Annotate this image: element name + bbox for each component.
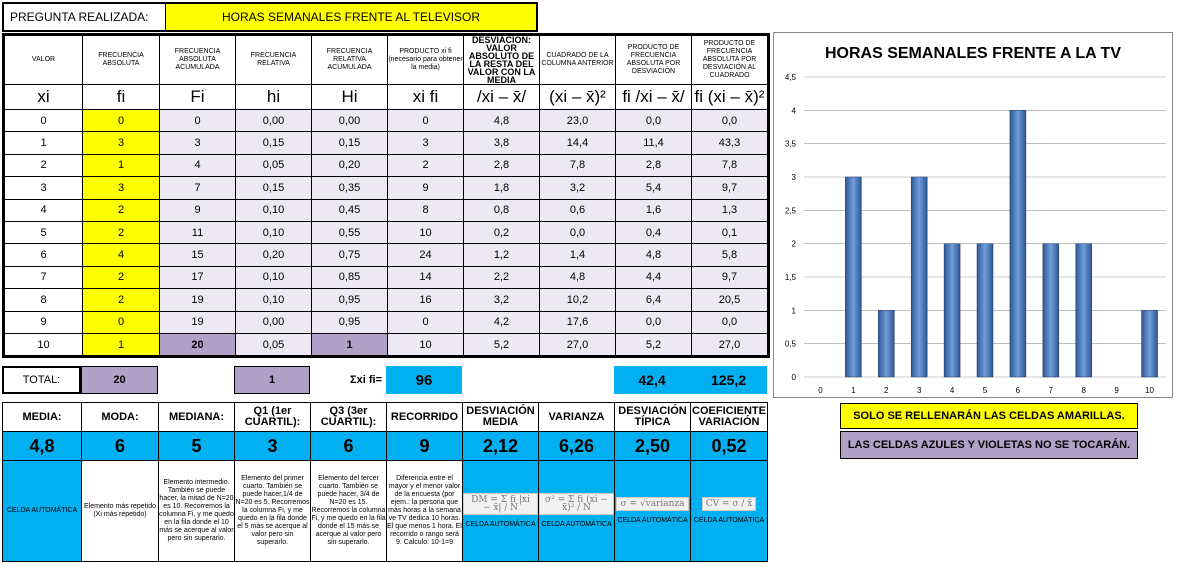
table-cell: 0,10 [236, 289, 312, 311]
desc-text: Elemento del tercer cuarto. También se puede hacer, 3/4 de N=20 es 15. Recorremos la columna Fi, y me quedo en la fila donde el 15 más se acerque al valor pero sin superarlo. [311, 475, 386, 546]
symbol-cell: fi [83, 85, 160, 110]
table-cell: 4,8 [616, 244, 692, 266]
stat-description [159, 461, 235, 562]
bar [944, 244, 960, 377]
stat-description [235, 461, 311, 562]
stat-header: DESVIACIÓN TÍPICA [615, 403, 691, 432]
stat-value: 3 [235, 432, 311, 461]
fi-input-cell[interactable]: 1 [83, 154, 160, 176]
symbol-cell: (xi – x̄)² [540, 85, 616, 110]
header-cell: PRODUCTO DE FRECUENCIA ABSOLUTA POR DESVIACIÓN AL CUADRADO [692, 35, 769, 85]
table-cell: 19 [160, 311, 236, 333]
total-dev: 42,4 [614, 366, 690, 394]
stat-description [82, 461, 159, 562]
table-cell: 0 [388, 110, 464, 132]
symbol-cell: fi (xi – x̄)² [692, 85, 769, 110]
total-hi: 1 [234, 366, 310, 394]
table-cell: 5,8 [692, 244, 769, 266]
x-tick-label: 4 [949, 386, 955, 395]
stat-header: VARIANZA [539, 403, 615, 432]
table-cell: 43,3 [692, 132, 769, 154]
total-label: TOTAL: [2, 366, 81, 394]
table-cell: 0,45 [312, 199, 388, 221]
table-cell: 3,8 [464, 132, 540, 154]
symbol-cell: Fi [160, 85, 236, 110]
table-cell: 9,7 [692, 177, 769, 199]
chart-svg [774, 33, 1172, 397]
header-cell: CUADRADO DE LA COLUMNA ANTERIOR [540, 35, 616, 85]
stat-header: COEFICIENTE VARIACIÓN [691, 403, 768, 432]
table-cell: 0,35 [312, 177, 388, 199]
table-cell: 4,8 [464, 110, 540, 132]
y-tick-label: 3 [791, 173, 796, 182]
x-tick-label: 2 [884, 386, 889, 395]
table-cell: 0,10 [236, 221, 312, 243]
total-dev2: 125,2 [690, 366, 767, 394]
header-cell: VALOR [4, 35, 83, 85]
statistics-table [2, 402, 768, 562]
table-cell: 3 [4, 177, 83, 199]
desc-text: CELDA AUTOMÁTICA [541, 521, 612, 528]
question-value[interactable]: HORAS SEMANALES FRENTE AL TELEVISOR [166, 4, 536, 30]
table-cell: 0,10 [236, 266, 312, 288]
table-cell: 15 [160, 244, 236, 266]
stat-value: 9 [387, 432, 463, 461]
table-cell: 1,2 [464, 244, 540, 266]
stat-description [3, 461, 82, 562]
table-cell: 7 [4, 266, 83, 288]
table-cell: 2 [388, 154, 464, 176]
table-cell: 5,2 [464, 333, 540, 356]
fi-input-cell[interactable]: 1 [83, 333, 160, 356]
question-bar [2, 2, 538, 32]
desc-text: CELDA AUTOMÁTICA [693, 517, 765, 524]
formula-image: σ = √varianza [616, 497, 688, 511]
table-cell: 14,4 [540, 132, 616, 154]
table-cell: 0,0 [540, 221, 616, 243]
bar [911, 177, 927, 377]
table-cell: 20 [160, 333, 236, 356]
table-cell: 0,0 [616, 311, 692, 333]
bar [878, 310, 894, 377]
header-cell: PRODUCTO xi fi (necesario para obtener la media) [388, 35, 464, 85]
table-cell: 10 [4, 333, 83, 356]
table-row [4, 177, 769, 199]
desc-text: Elemento más repetido (Xi más repetido) [84, 503, 156, 518]
table-cell: 0,1 [692, 221, 769, 243]
table-cell: 0,15 [236, 177, 312, 199]
header-cell: FRECUENCIA RELATIVA ACUMULADA [312, 35, 388, 85]
symbol-cell: xi [4, 85, 83, 110]
table-cell: 10 [388, 221, 464, 243]
y-tick-label: 4 [791, 106, 796, 116]
bar [1142, 310, 1158, 377]
table-cell: 3,2 [464, 289, 540, 311]
fi-input-cell[interactable]: 2 [83, 221, 160, 243]
x-tick-label: 10 [1145, 386, 1154, 395]
x-tick-label: 5 [982, 386, 988, 395]
desc-text: CELDA AUTOMÁTICA [6, 507, 78, 514]
stat-value: 6,26 [539, 432, 615, 461]
table-cell: 20,5 [692, 289, 769, 311]
table-cell: 6 [4, 244, 83, 266]
table-cell: 0,85 [312, 266, 388, 288]
stat-value: 2,50 [615, 432, 691, 461]
table-row [4, 132, 769, 154]
y-tick-label: 0,5 [784, 339, 796, 349]
fi-input-cell[interactable]: 0 [83, 311, 160, 333]
stat-description [691, 461, 768, 562]
stat-description [387, 461, 463, 562]
bar-chart [773, 32, 1173, 398]
table-cell: 14 [388, 266, 464, 288]
stat-description [539, 461, 615, 562]
table-cell: 0,95 [312, 311, 388, 333]
table-cell: 2,8 [616, 154, 692, 176]
chart-title: HORAS SEMANALES FRENTE A LA TV [824, 45, 1121, 62]
stat-value: 0,52 [691, 432, 768, 461]
fi-input-cell[interactable]: 2 [83, 266, 160, 288]
y-tick-label: 1 [791, 306, 796, 316]
table-cell: 9 [388, 177, 464, 199]
table-cell: 0,95 [312, 289, 388, 311]
totals-row [2, 366, 767, 394]
desc-text: Diferencia entre el mayor y el menor valor de la encuesta (por ejem.: la persona que más horas a la semana ve TV dedica 10 horas. El que menos 1 hora. El recorrido o rango será 9. Calculo: 10-1=9 [387, 475, 462, 546]
table-cell: 8 [388, 199, 464, 221]
table-row [4, 199, 769, 221]
table-cell: 0,10 [236, 199, 312, 221]
table-cell: 0 [160, 110, 236, 132]
formula-image: σ² = Σ fi (xi − x̄)² / N [539, 493, 614, 515]
table-row [4, 333, 769, 356]
table-cell: 0,15 [312, 132, 388, 154]
table-cell: 1,4 [540, 244, 616, 266]
stat-value: 5 [159, 432, 235, 461]
table-cell: 0,00 [312, 110, 388, 132]
table-row [4, 289, 769, 311]
table-cell: 9 [4, 311, 83, 333]
table-row [4, 244, 769, 266]
table-cell: 6,4 [616, 289, 692, 311]
question-label: PREGUNTA REALIZADA: [4, 4, 166, 30]
stats-value-row [3, 432, 768, 461]
fi-input-cell[interactable]: 0 [83, 110, 160, 132]
symbol-cell: Hi [312, 85, 388, 110]
table-cell: 2 [4, 154, 83, 176]
note-violet: LAS CELDAS AZULES Y VIOLETAS NO SE TOCARÁN. [840, 431, 1138, 459]
table-cell: 0,00 [236, 311, 312, 333]
stat-value: 6 [311, 432, 387, 461]
table-cell: 23,0 [540, 110, 616, 132]
table-row [4, 154, 769, 176]
table-cell: 1 [4, 132, 83, 154]
table-cell: 0 [388, 311, 464, 333]
table-cell: 24 [388, 244, 464, 266]
symbol-cell: fi /xi – x̄/ [616, 85, 692, 110]
x-tick-label: 8 [1081, 386, 1086, 395]
table-cell: 17,6 [540, 311, 616, 333]
stat-header: DESVIACIÓN MEDIA [463, 403, 539, 432]
frequency-table [2, 33, 770, 358]
stat-value: 6 [82, 432, 159, 461]
stat-description [615, 461, 691, 562]
x-tick-label: 1 [851, 386, 856, 395]
y-tick-label: 0 [791, 373, 796, 382]
table-cell: 3 [388, 132, 464, 154]
stat-header: MEDIA: [3, 403, 82, 432]
stats-header-row [3, 403, 768, 432]
stat-description [311, 461, 387, 562]
y-tick-label: 4,5 [784, 73, 796, 82]
bar [845, 177, 861, 377]
table-row [4, 110, 769, 132]
table-cell: 4,8 [540, 266, 616, 288]
table-cell: 5,2 [616, 333, 692, 356]
desc-text: Elemento intermedio. También se puede hacer, la mitad de N=20 es 10. Recorremos la columna Fi, y me quedo en la fila donde el 10 más se acerque al valor pero sin superarlo. [159, 479, 234, 542]
x-tick-label: 7 [1048, 386, 1054, 395]
table-cell: 7,8 [540, 154, 616, 176]
table-cell: 0,05 [236, 154, 312, 176]
x-tick-label: 6 [1015, 386, 1021, 395]
stat-value: 4,8 [3, 432, 82, 461]
table-cell: 10 [388, 333, 464, 356]
fi-input-cell[interactable]: 3 [83, 132, 160, 154]
y-tick-label: 2 [791, 239, 796, 249]
x-tick-label: 9 [1114, 386, 1119, 395]
fi-input-cell[interactable]: 2 [83, 199, 160, 221]
y-tick-label: 2,5 [784, 206, 796, 216]
table-cell: 0,20 [312, 154, 388, 176]
header-cell: FRECUENCIA ABSOLUTA [83, 35, 160, 85]
table-row [4, 311, 769, 333]
x-tick-label: 3 [916, 386, 922, 395]
table-cell: 5,4 [616, 177, 692, 199]
x-tick-label: 0 [818, 386, 823, 395]
table-cell: 0,6 [540, 199, 616, 221]
stat-header: MODA: [82, 403, 159, 432]
header-row [4, 35, 769, 85]
stat-header: Q3 (3er CUARTIL): [311, 403, 387, 432]
table-cell: 1,8 [464, 177, 540, 199]
table-cell: 0,05 [236, 333, 312, 356]
header-cell: DESVIACIÓN: VALOR ABSOLUTO DE LA RESTA DEL VALOR CON LA MEDIA [464, 35, 540, 85]
table-cell: 4 [4, 199, 83, 221]
header-cell: FRECUENCIA ABSOLUTA ACUMULADA [160, 35, 236, 85]
symbol-cell: hi [236, 85, 312, 110]
y-tick-label: 3,5 [784, 139, 796, 149]
table-cell: 0,20 [236, 244, 312, 266]
bar [1010, 110, 1026, 377]
table-cell: 1,3 [692, 199, 769, 221]
table-cell: 19 [160, 289, 236, 311]
header-cell: FRECUENCIA RELATIVA [236, 35, 312, 85]
table-cell: 27,0 [540, 333, 616, 356]
table-cell: 4,4 [616, 266, 692, 288]
table-cell: 1,6 [616, 199, 692, 221]
stat-header: MEDIANA: [159, 403, 235, 432]
table-cell: 0,0 [692, 110, 769, 132]
stats-desc-row [3, 461, 768, 562]
table-cell: 9,7 [692, 266, 769, 288]
table-cell: 7,8 [692, 154, 769, 176]
table-cell: 1 [312, 333, 388, 356]
table-row [4, 221, 769, 243]
table-cell: 0,75 [312, 244, 388, 266]
table-cell: 0,15 [236, 132, 312, 154]
symbol-cell: /xi – x̄/ [464, 85, 540, 110]
formula-image: CV = σ / x̄ [702, 497, 757, 511]
table-cell: 0,4 [616, 221, 692, 243]
table-cell: 0,0 [616, 110, 692, 132]
desc-text: Elemento del primer cuarto. También se puede hacer,1/4 de N=20 es 5. Recorremos la columna Fi, y me quedo en la fila donde el 5 más se acerque al valor pero sin superarlo. [235, 475, 310, 546]
table-cell: 11 [160, 221, 236, 243]
table-cell: 0,00 [236, 110, 312, 132]
fi-input-cell[interactable]: 3 [83, 177, 160, 199]
symbol-cell: xi fi [388, 85, 464, 110]
table-cell: 3,2 [540, 177, 616, 199]
table-cell: 3 [160, 132, 236, 154]
table-cell: 10,2 [540, 289, 616, 311]
stat-header: RECORRIDO [387, 403, 463, 432]
table-cell: 11,4 [616, 132, 692, 154]
table-cell: 0,0 [692, 311, 769, 333]
table-cell: 2,2 [464, 266, 540, 288]
stat-description [463, 461, 539, 562]
table-cell: 0,2 [464, 221, 540, 243]
stat-header: Q1 (1er CUARTIL): [235, 403, 311, 432]
table-cell: 17 [160, 266, 236, 288]
table-cell: 4,2 [464, 311, 540, 333]
table-cell: 4 [160, 154, 236, 176]
y-tick-label: 1,5 [784, 273, 796, 282]
table-cell: 9 [160, 199, 236, 221]
fi-input-cell[interactable]: 2 [83, 289, 160, 311]
symbol-row [4, 85, 769, 110]
table-cell: 16 [388, 289, 464, 311]
stat-value: 2,12 [463, 432, 539, 461]
table-cell: 0,55 [312, 221, 388, 243]
desc-text: CELDA AUTOMÁTICA [465, 521, 536, 528]
table-cell: 0,8 [464, 199, 540, 221]
table-row [4, 266, 769, 288]
table-cell: 7 [160, 177, 236, 199]
sum-label: Σxi fi= [350, 374, 382, 386]
table-cell: 8 [4, 289, 83, 311]
bar [977, 244, 993, 377]
table-cell: 2,8 [464, 154, 540, 176]
sum-xifi: 96 [386, 366, 462, 394]
total-fi: 20 [81, 366, 158, 394]
table-cell: 5 [4, 221, 83, 243]
table-cell: 27,0 [692, 333, 769, 356]
formula-image: DM = Σ fi |xi − x̄| / N [463, 493, 538, 515]
bar [1076, 244, 1092, 377]
header-cell: PRODUCTO DE FRECUENCIA ABSOLUTA POR DESVIACIÓN [616, 35, 692, 85]
table-cell: 0 [4, 110, 83, 132]
bar [1043, 244, 1059, 377]
note-yellow: SOLO SE RELLENARÁN LAS CELDAS AMARILLAS. [840, 403, 1138, 429]
desc-text: CELDA AUTOMÁTICA [617, 517, 688, 524]
fi-input-cell[interactable]: 4 [83, 244, 160, 266]
